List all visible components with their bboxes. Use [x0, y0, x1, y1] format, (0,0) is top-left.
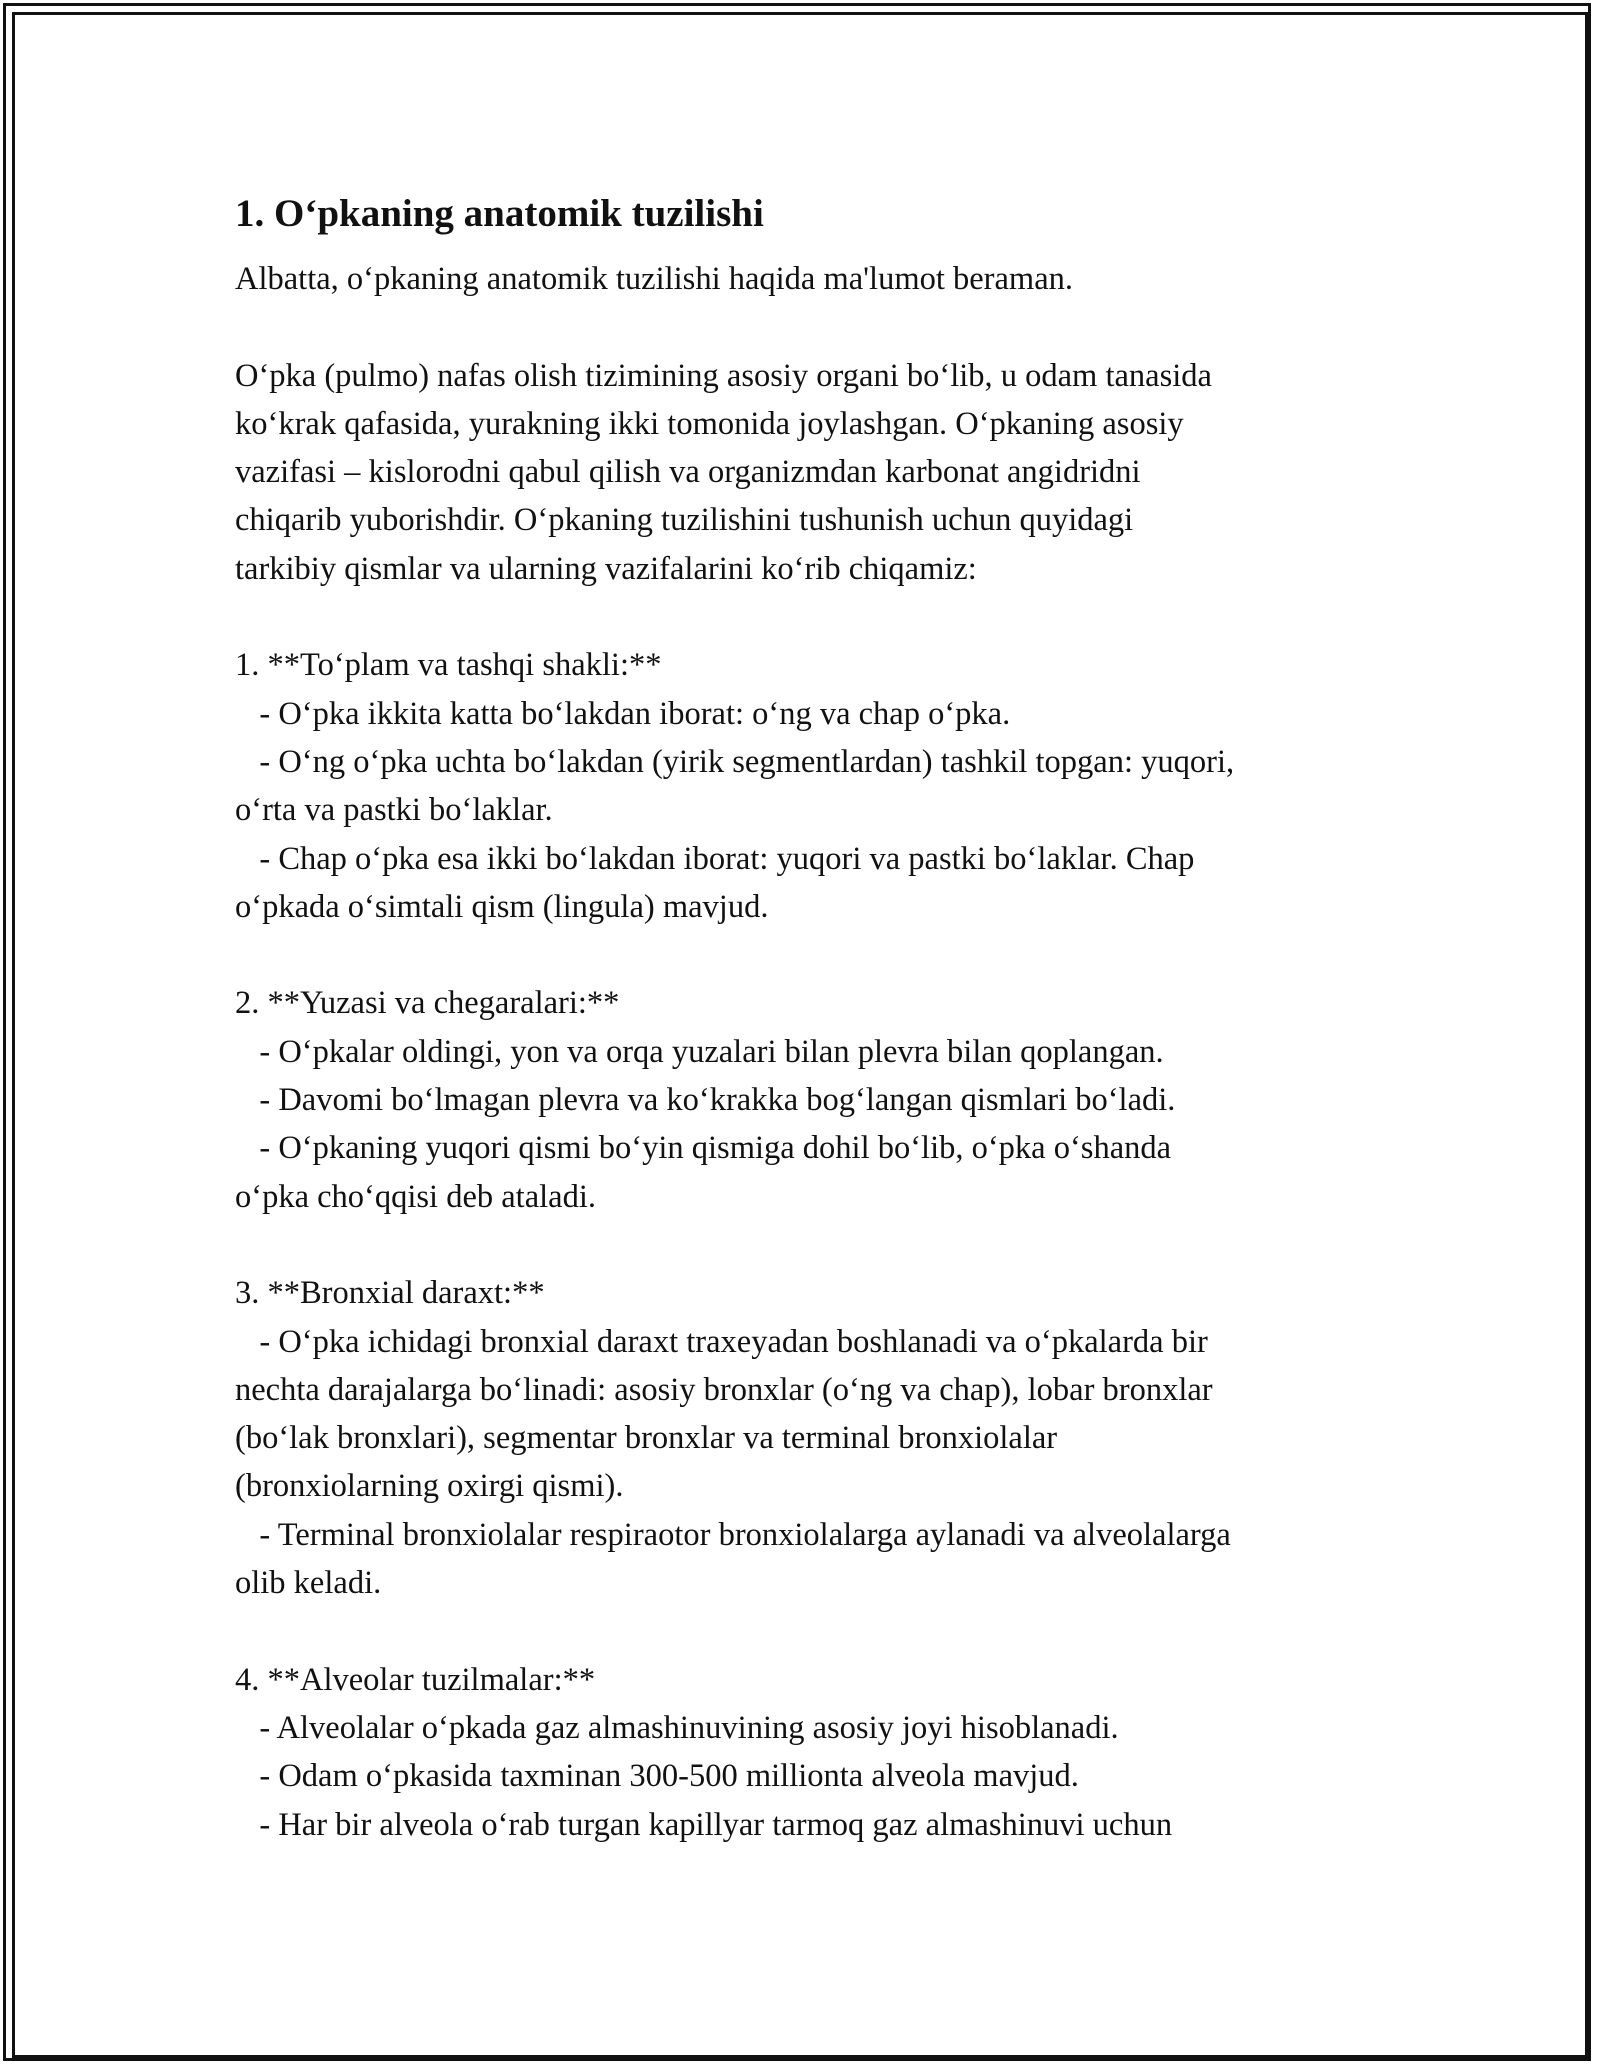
text-line: - O‘pkalar oldingi, yon va orqa yuzalari bilan plevra bilan qoplangan.	[235, 1033, 1164, 1070]
text-line: - O‘pkaning yuqori qismi bo‘yin qismiga dohil bo‘lib, o‘pka o‘shanda	[235, 1130, 1172, 1167]
text-line: Albatta, o‘pkaning anatomik tuzilishi haqida ma'lumot beraman.	[235, 261, 1074, 297]
text-line	[235, 931, 1395, 979]
text-line: 3. **Bronxial daraxt:**	[235, 1275, 545, 1312]
text-line: - O‘ng o‘pka uchta bo‘lakdan (yirik segmentlardan) tashkil topgan: yuqori,	[235, 743, 1235, 780]
text-line: - Alveolalar o‘pkada gaz almashinuvining asosiy joyi hisoblanadi.	[235, 1709, 1119, 1746]
text-line: 2. **Yuzasi va chegaralari:**	[235, 985, 620, 1022]
text-line: o‘pkada o‘simtali qism (lingula) mavjud.	[235, 888, 769, 925]
text-line: - O‘pka ikkita katta bo‘lakdan iborat: o‘ng va chap o‘pka.	[235, 695, 1011, 732]
text-line: - Odam o‘pkasida taxminan 300-500 millionta alveola mavjud.	[235, 1758, 1079, 1795]
text-line: o‘pka cho‘qqisi deb ataladi.	[235, 1178, 596, 1215]
text-line: olib keladi.	[235, 1565, 382, 1602]
text-line: o‘rta va pastki bo‘laklar.	[235, 792, 553, 829]
text-line: - Davomi bo‘lmagan plevra va ko‘krakka bog‘langan qismlari bo‘ladi.	[235, 1082, 1176, 1119]
text-line	[235, 303, 1395, 351]
text-line	[235, 1221, 1395, 1269]
text-line: - Har bir alveola o‘rab turgan kapillyar tarmoq gaz almashinuvi uchun	[235, 1806, 1173, 1843]
text-line: ko‘krak qafasida, yurakning ikki tomonida joylashgan. O‘pkaning asosiy	[235, 405, 1184, 442]
text-line: nechta darajalarga bo‘linadi: asosiy bronxlar (o‘ng va chap), lobar bronxlar	[235, 1371, 1213, 1408]
text-line: O‘pka (pulmo) nafas olish tizimining asosiy organi bo‘lib, u odam tanasida	[235, 357, 1212, 394]
text-line: - Chap o‘pka esa ikki bo‘lakdan iborat: yuqori va pastki bo‘laklar. Chap	[235, 840, 1195, 877]
text-line: (bo‘lak bronxlari), segmentar bronxlar va terminal bronxiolalar	[235, 1420, 1058, 1457]
text-line	[235, 593, 1395, 641]
text-line: 4. **Alveolar tuzilmalar:**	[235, 1661, 596, 1698]
text-line: vazifasi – kislorodni qabul qilish va organizmdan karbonat angidridni	[235, 454, 1141, 491]
text-line: 1. **To‘plam va tashqi shakli:**	[235, 647, 662, 684]
document-body	[235, 185, 1395, 1849]
text-line	[235, 1607, 1395, 1655]
text-line: - Terminal bronxiolalar respiraotor bronxiolalarga aylanadi va alveolalarga	[235, 1516, 1231, 1553]
text-line: chiqarib yuborishdir. O‘pkaning tuzilishini tushunish uchun quyidagi	[235, 502, 1134, 539]
text-line: - O‘pka ichidagi bronxial daraxt traxeyadan boshlanadi va o‘pkalarda bir	[235, 1323, 1208, 1360]
text-line: (bronxiolarning oxirgi qismi).	[235, 1468, 624, 1505]
text-line: tarkibiy qismlar va ularning vazifalarini ko‘rib chiqamiz:	[235, 550, 977, 587]
document-title: 1. O‘pkaning anatomik tuzilishi	[235, 192, 764, 235]
